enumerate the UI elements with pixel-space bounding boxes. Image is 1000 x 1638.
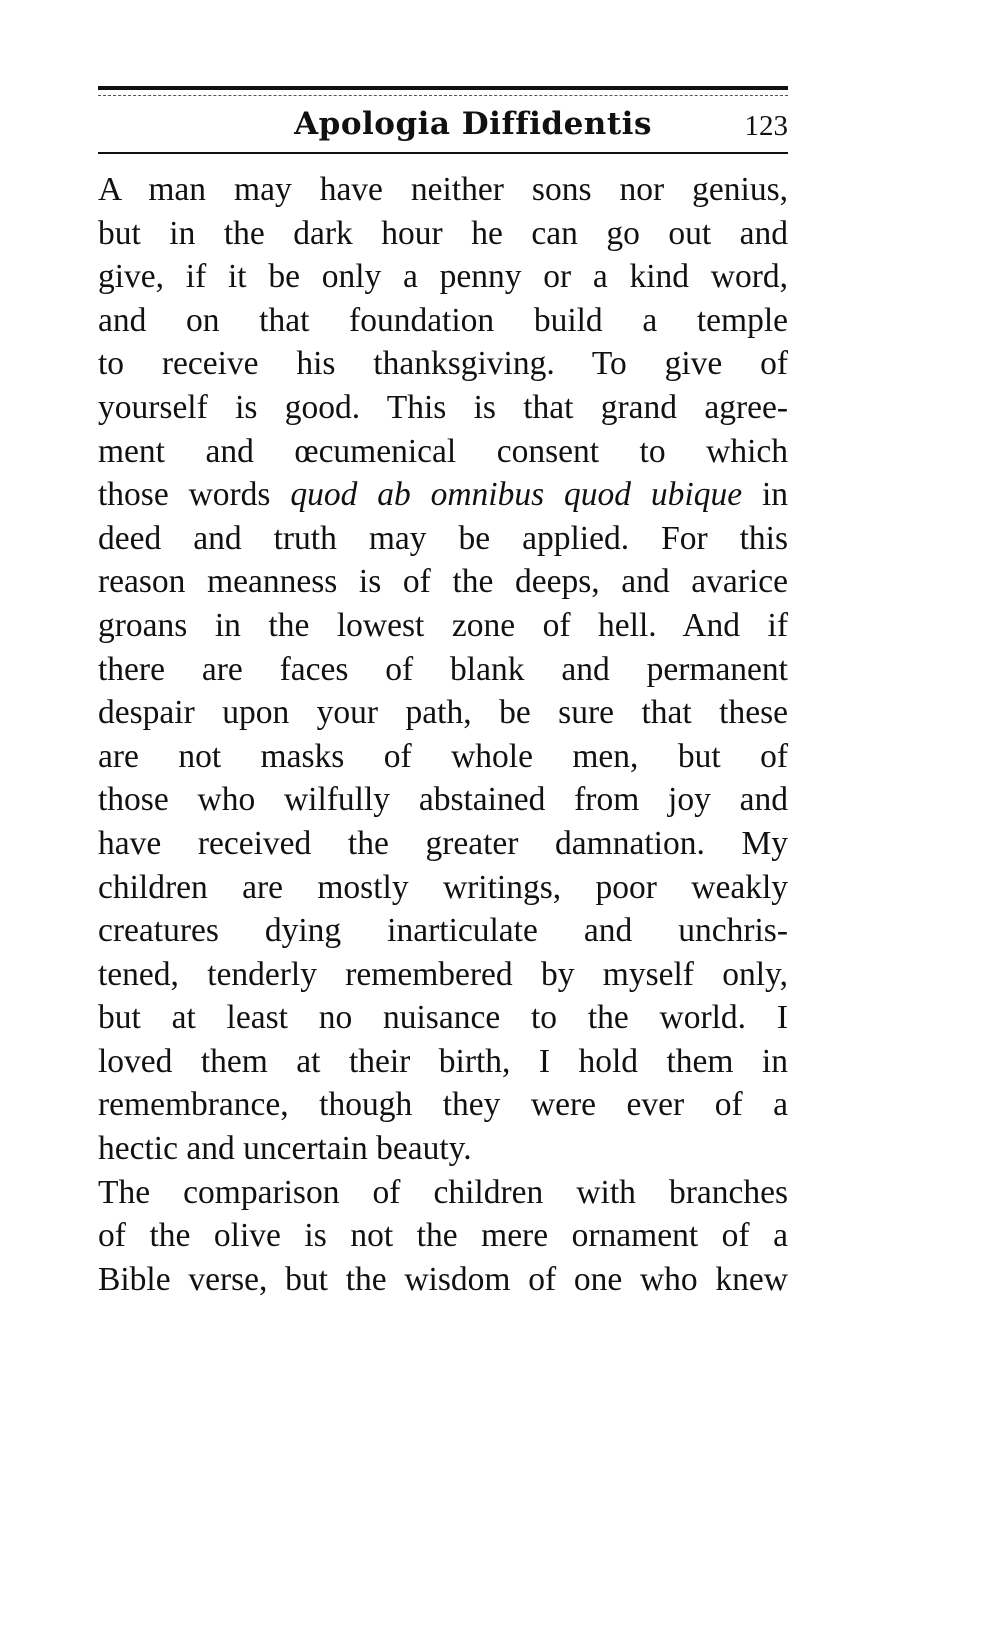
text-fragment: in xyxy=(742,476,789,514)
text-line: tened, tenderly remembered by myself only, xyxy=(98,955,788,993)
text-line: hectic and uncertain beauty. xyxy=(98,1130,472,1168)
text-line: remembrance, though they were ever of a xyxy=(98,1086,788,1124)
header-rule-bottom xyxy=(98,152,788,154)
text-line: Bible verse, but the wisdom of one who knew xyxy=(98,1260,788,1298)
paragraph-2 xyxy=(98,1171,788,1302)
text-fragment: those words xyxy=(98,476,291,514)
text-line: to receive his thanksgiving. To give of xyxy=(98,345,788,383)
text-line: but in the dark hour he can go out and xyxy=(98,214,788,252)
text-line: have received the greater damnation. My xyxy=(98,824,788,862)
book-page xyxy=(98,86,788,1301)
text-line: ment and œcumenical consent to which xyxy=(98,432,788,470)
text-line: children are mostly writings, poor weakly xyxy=(98,868,788,906)
text-line: but at least no nuisance to the world. I xyxy=(98,999,788,1037)
text-line: yourself is good. This is that grand agree- xyxy=(98,388,788,426)
latin-quote: quod ab omnibus quod ubique xyxy=(290,476,743,514)
text-line: reason meanness is of the deeps, and avarice xyxy=(98,563,788,601)
header-rule-top xyxy=(98,86,788,90)
text-line: loved them at their birth, I hold them in xyxy=(98,1042,788,1080)
text-line: of the olive is not the mere ornament of a xyxy=(98,1217,788,1255)
text-line: give, if it be only a penny or a kind word, xyxy=(98,258,788,296)
text-line: despair upon your path, be sure that these xyxy=(98,694,788,732)
paragraph-1 xyxy=(98,168,788,1171)
text-line-with-latin xyxy=(98,473,788,517)
text-line: A man may have neither sons nor genius, xyxy=(98,171,788,208)
text-line: The comparison of children with branches xyxy=(98,1173,788,1211)
text-line: groans in the lowest zone of hell. And if xyxy=(98,606,788,644)
text-line: are not masks of whole men, but of xyxy=(98,737,788,775)
text-line: those who wilfully abstained from joy and xyxy=(98,781,788,819)
text-line: there are faces of blank and permanent xyxy=(98,650,788,688)
text-line: deed and truth may be applied. For this xyxy=(98,519,788,557)
running-title: Apologia Diffidentis xyxy=(294,106,652,142)
page-header xyxy=(98,96,788,152)
text-line: creatures dying inarticulate and unchris- xyxy=(98,912,788,950)
body-text xyxy=(98,168,788,1301)
text-line: and on that foundation build a temple xyxy=(98,301,788,339)
page-number: 123 xyxy=(744,110,788,142)
